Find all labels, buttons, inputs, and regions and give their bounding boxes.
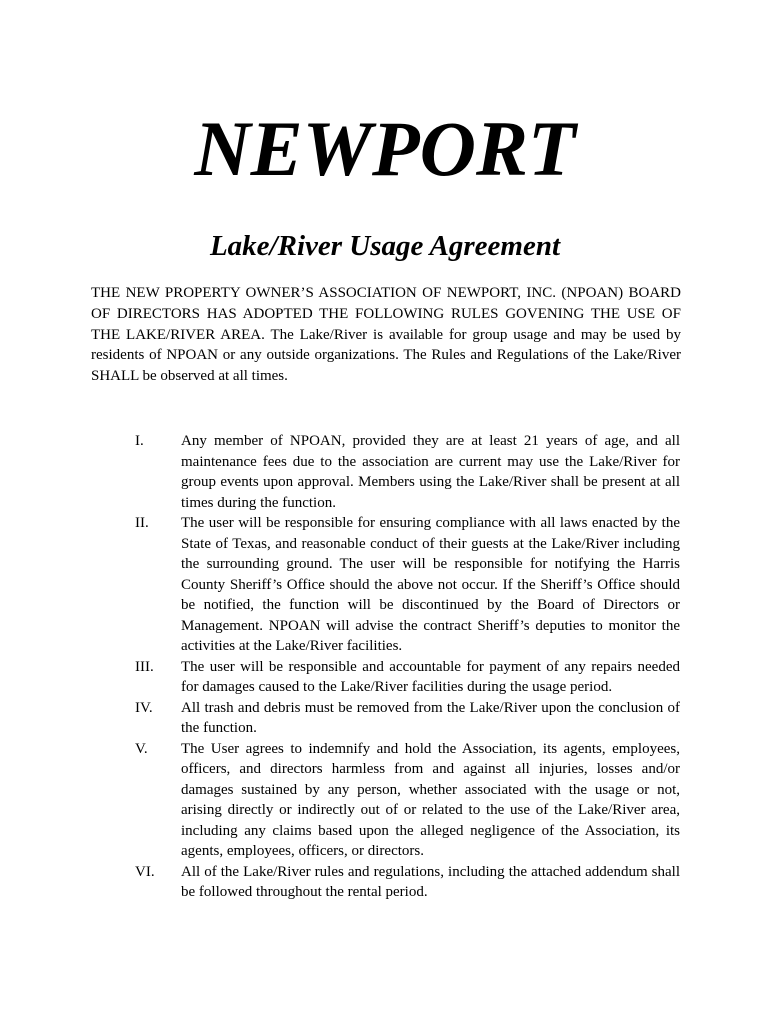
rule-item-5 (0, 739, 770, 862)
rule-text: The user will be responsible for ensuring compliance with all laws enacted by the State of Texas, and reasonable conduct of their guests at the Lake/River including the surrounding ground. The user will be responsible for notifying the Harris County Sheriff’s Office should the above not occur. If the Sheriff’s Office should be notified, the function will be discontinued by the Board of Directors or Management. NPOAN will advise the contract Sheriff’s deputies to monitor the activities at the Lake/River facilities. (181, 515, 680, 654)
rule-item-6 (0, 862, 770, 903)
document-subtitle: Lake/River Usage Agreement (209, 230, 561, 262)
rule-text: Any member of NPOAN, provided they are at least 21 years of age, and all maintenance fees due to the association are current may use the Lake/River for group events upon approval. Members using the Lake/River shall be present at all times during the function. (181, 433, 680, 511)
intro-paragraph: THE NEW PROPERTY OWNER’S ASSOCIATION OF NEWPORT, INC. (NPOAN) BOARD OF DIRECTORS HAS ADOPTED THE FOLLOWING RULES GOVENING THE USE OF THE LAKE/RIVER AREA. The Lake/River is available for group usage and may be used by residents of NPOAN or any outside organizations. The Rules and Regulations of the Lake/River SHALL be observed at all times. (91, 285, 681, 385)
rule-number: III. (135, 658, 154, 675)
rule-item-3 (0, 657, 770, 698)
rule-item-2 (0, 513, 770, 657)
rule-text: The User agrees to indemnify and hold the Association, its agents, employees, officers, and directors harmless from and against all injuries, losses and/or damages sustained by any person, whether associated with the usage or not, arising directly or indirectly out of or related to the use of the Lake/River area, including any claims based upon the alleged negligence of the Association, its agents, employees, officers, or directors. (181, 740, 680, 859)
rule-number: I. (135, 433, 144, 449)
rule-text: The user will be responsible and accountable for payment of any repairs needed for damages caused to the Lake/River facilities during the usage period. (181, 658, 680, 695)
rule-number: IV. (135, 699, 153, 716)
rule-text: All of the Lake/River rules and regulations, including the attached addendum shall be followed throughout the rental period. (181, 863, 680, 900)
rule-number: II. (135, 515, 149, 531)
rule-number: VI. (135, 863, 155, 880)
rule-item-4 (0, 698, 770, 739)
rules-list (0, 431, 770, 903)
rule-number: V. (135, 740, 148, 757)
rule-item-1 (0, 431, 770, 513)
document-title: NEWPORT (194, 105, 576, 192)
rule-text: All trash and debris must be removed from the Lake/River upon the conclusion of the function. (181, 699, 680, 736)
